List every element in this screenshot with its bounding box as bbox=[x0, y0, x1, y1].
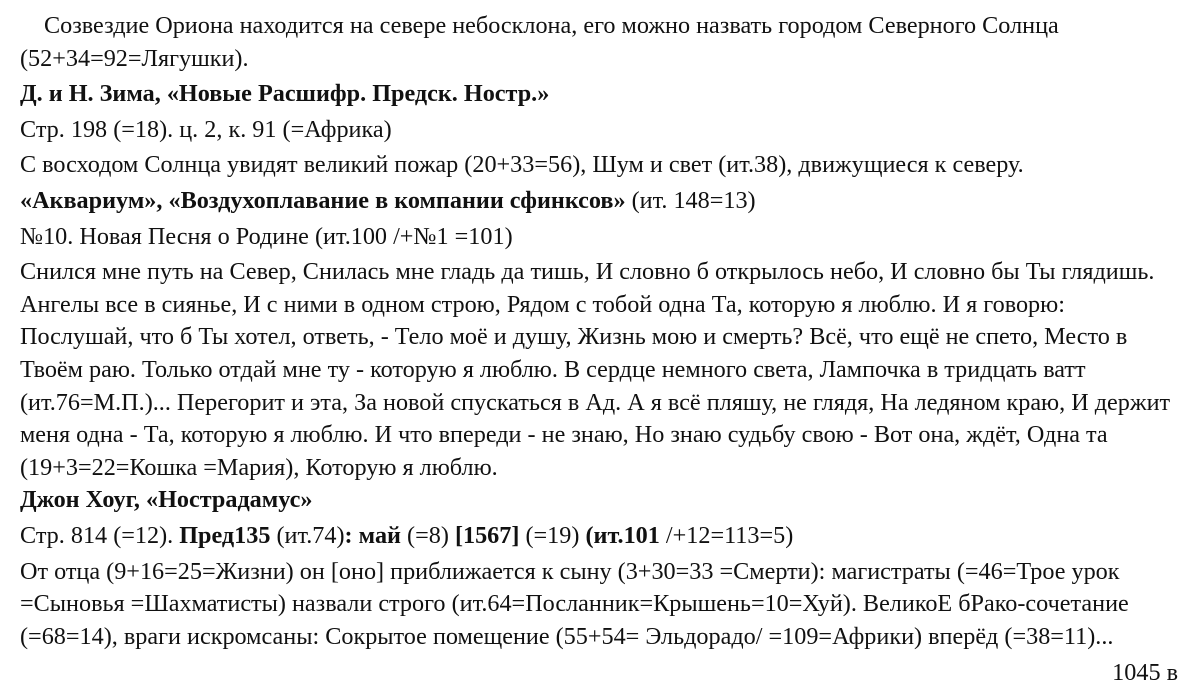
source-reference-hogue bbox=[20, 520, 1178, 553]
ref-month-sum: (=8) bbox=[400, 521, 455, 549]
source-heading-hogue: Джон Хоуг, «Нострадамус» bbox=[20, 486, 313, 514]
heading-aquarium-bold: «Аквариум», «Воздухоплавание в компании сфинксов» bbox=[20, 186, 626, 214]
ref-total: (ит.101 bbox=[585, 521, 660, 549]
quatrain-text-hogue: От отца (9+16=25=Жизни) он [оно] приближается к сыну (3+30=33 =Смерти): магистраты (=46=Трое урок =Сыновья =Шахматисты) назвали строго (ит.64=Посланник=Крышень=10=Хуй). ВеликоЕ бРако-сочетание (=68=14), враги искромсаны: Сокрытое помещение (55+54= Эльдорадо/ =109=Африки) вперёд (=38=11)... bbox=[20, 557, 1129, 650]
paragraph-orion: Созвездие Ориона находится на севере небосклона, его можно назвать городом Северного Солнца (52+34=92=Лягушки). bbox=[20, 12, 1059, 72]
ref-year: [1567] bbox=[454, 521, 520, 549]
source-reference-zima: Стр. 198 (=18). ц. 2, к. 91 (=Африка) bbox=[20, 115, 392, 143]
ref-month: : май bbox=[344, 521, 401, 549]
song-title: №10. Новая Песня о Родине (ит.100 /+№1 =101) bbox=[20, 222, 513, 250]
heading-aquarium-count: (ит. 148=13) bbox=[625, 186, 756, 214]
source-heading-aquarium bbox=[20, 185, 1178, 218]
ref-pred: Пред135 bbox=[179, 521, 271, 549]
source-heading-zima: Д. и Н. Зима, «Новые Расшифр. Предск. Ностр.» bbox=[20, 80, 550, 108]
ref-year-sum: (=19) bbox=[519, 521, 586, 549]
ref-pred-sum: (ит.74) bbox=[270, 521, 345, 549]
page-number: 1045 в bbox=[1112, 659, 1178, 687]
ref-page: Стр. 814 (=12). bbox=[20, 521, 180, 549]
song-lyrics: Снился мне путь на Север, Снилась мне гладь да тишь, И словно б открылось небо, И словно бы Ты глядишь. Ангелы все в сиянье, И с ними в одном строю, Рядом с тобой одна Та, которую я люблю. И я говорю: Послушай, что б Ты хотел, ответь, - Тело моё и душу, Жизнь мою и смерть? Всё, что ещё не спето, Место в Твоём раю. Только отдай мне ту - которую я люблю. В сердце немного света, Лампочка в тридцать ватт (ит.76=М.П.)... Перегорит и эта, За новой спускаться в Ад. А я всё пляшу, не глядя, На ледяном краю, И держит меня одна - Та, которую я люблю. И что впереди - не знаю, Но знаю судьбу свою - Вот она, ждёт, Одна та (19+3=22=Кошка =Мария), Которую я люблю. bbox=[20, 258, 1171, 481]
ref-total-sum: /+12=113=5) bbox=[659, 521, 794, 549]
quatrain-text-zima: С восходом Солнца увидят великий пожар (20+33=56), Шум и свет (ит.38), движущиеся к северу. bbox=[20, 151, 1024, 179]
